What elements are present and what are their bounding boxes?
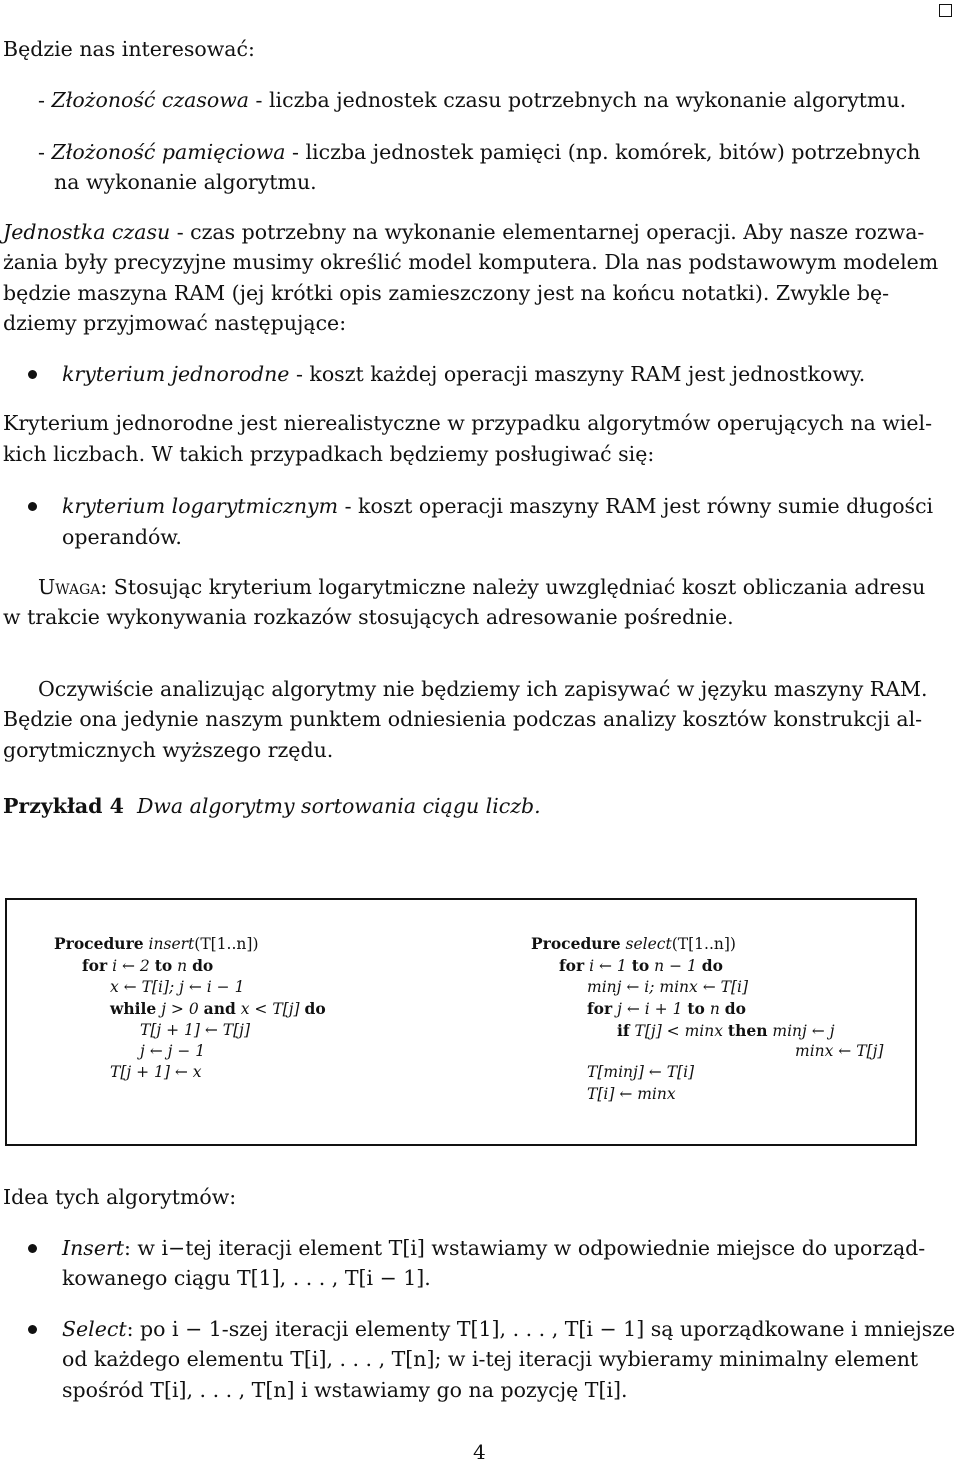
select-line-1: [531, 933, 736, 956]
idea-heading: Idea tych algorytmów:: [3, 1185, 237, 1209]
text: : w i−tej iteracji element T[i] wstawiamy w odpowiednie miejsce do uporząd-: [124, 1236, 926, 1260]
bullet-item: [62, 359, 865, 389]
select-idea-line: [62, 1314, 955, 1344]
paragraph-line: kich liczbach. W takich przypadkach będziemy posługiwać się:: [3, 442, 655, 466]
proc-name: insert: [148, 935, 195, 953]
item-term: Złożoność czasowa: [51, 88, 250, 112]
complexity-memory-continuation: na wykonanie algorytmu.: [54, 170, 317, 194]
keyword: to: [631, 956, 650, 975]
keyword: to: [154, 956, 173, 975]
proc-name: select: [625, 935, 672, 953]
text: : po i − 1-szej iteracji elementy T[1], . . . , T[i − 1] są uporządkowane i mniejsze: [126, 1317, 956, 1341]
remark-line: [38, 572, 925, 602]
expr: T[j] < minx: [634, 1022, 723, 1040]
paragraph-line: [3, 217, 924, 247]
keyword: while: [110, 999, 157, 1018]
proc-args: (T[1..n]): [671, 935, 736, 953]
select-idea-line: od każdego elementu T[i], . . . , T[n]; w i-tej iteracji wybieramy minimalny element: [62, 1347, 919, 1371]
text: - koszt operacji maszyny RAM jest równy sumie długości: [338, 494, 934, 518]
term: Select: [62, 1317, 127, 1341]
complexity-memory-item: [38, 137, 920, 167]
item-text: - liczba jednostek czasu potrzebnych na wykonanie algorytmu.: [249, 88, 907, 112]
select-line-8: T[i] ← minx: [587, 1085, 676, 1103]
keyword: Procedure: [531, 934, 621, 953]
insert-idea-line: kowanego ciągu T[1], . . . , T[i − 1].: [62, 1266, 431, 1290]
expr: i ← 2: [112, 957, 150, 975]
keyword: do: [192, 956, 214, 975]
insert-line-6: j ← j − 1: [140, 1042, 206, 1060]
keyword: for: [587, 999, 613, 1018]
bullet-icon: [28, 1325, 37, 1334]
bullet-icon: [28, 1244, 37, 1253]
insert-line-5: T[j + 1] ← T[j]: [140, 1021, 251, 1039]
qed-square-icon: [939, 4, 952, 17]
paragraph-line: będzie maszyna RAM (jej krótki opis zamieszczony jest na końcu notatki). Zwykle bę-: [3, 281, 890, 305]
text: - czas potrzebny na wykonanie elementarnej operacji. Aby nasze rozwa-: [170, 220, 925, 244]
keyword: Procedure: [54, 934, 144, 953]
keyword: then: [727, 1021, 768, 1040]
proc-args: (T[1..n]): [194, 935, 259, 953]
keyword: to: [687, 999, 705, 1018]
remark-label: Uwaga:: [38, 575, 108, 599]
page-number: 4: [473, 1440, 486, 1464]
insert-idea-line: [62, 1233, 925, 1263]
example-title: Dwa algorytmy sortowania ciągu liczb.: [136, 794, 541, 818]
intro-line: Będzie nas interesować:: [3, 37, 255, 61]
keyword: if: [617, 1021, 630, 1040]
expr: j > 0: [161, 1000, 199, 1018]
keyword: and: [203, 999, 236, 1018]
term: kryterium logarytmicznym: [62, 494, 339, 518]
paragraph-line: gorytmicznych wyższego rzędu.: [3, 738, 334, 762]
item-prefix: -: [38, 140, 52, 164]
expr: minj ← j: [772, 1022, 835, 1040]
example-heading: [3, 791, 541, 821]
text: Stosując kryterium logarytmiczne należy uwzględniać koszt obliczania adresu: [107, 575, 926, 599]
text: - koszt każdej operacji maszyny RAM jest jednostkowy.: [289, 362, 866, 386]
paragraph-line: dziemy przyjmować następujące:: [3, 311, 347, 335]
expr: n: [177, 957, 188, 975]
keyword: do: [304, 999, 326, 1018]
keyword: for: [82, 956, 108, 975]
bullet-icon: [28, 502, 37, 511]
select-line-4: [587, 998, 746, 1021]
keyword: do: [701, 956, 723, 975]
item-prefix: -: [38, 88, 52, 112]
select-line-3: minj ← i; minx ← T[i]: [587, 978, 749, 996]
insert-line-7: T[j + 1] ← x: [110, 1063, 202, 1081]
expr: x < T[j]: [240, 1000, 300, 1018]
paragraph-line: żania były precyzyjne musimy określić model komputera. Dla nas podstawowym modelem: [3, 250, 939, 274]
insert-line-1: [54, 933, 259, 956]
paragraph-line: Oczywiście analizując algorytmy nie będziemy ich zapisywać w języku maszyny RAM.: [38, 677, 928, 701]
expr: j ← i + 1: [617, 1000, 683, 1018]
bullet-item: [62, 491, 933, 521]
term: kryterium jednorodne: [62, 362, 290, 386]
insert-line-4: [110, 998, 326, 1021]
select-line-2: [559, 955, 723, 978]
expr: n: [709, 1000, 720, 1018]
item-term: Złożoność pamięciowa: [51, 140, 286, 164]
paragraph-line: Kryterium jednorodne jest nierealistyczne w przypadku algorytmów operujących na wiel-: [3, 411, 933, 435]
remark-line: w trakcie wykonywania rozkazów stosujących adresowanie pośrednie.: [3, 605, 734, 629]
bullet-icon: [28, 370, 37, 379]
select-line-6: minx ← T[j]: [795, 1042, 884, 1060]
paragraph-line: Będzie ona jedynie naszym punktem odniesienia podczas analizy kosztów konstrukcji al-: [3, 707, 923, 731]
term: Jednostka czasu: [3, 220, 171, 244]
term: Insert: [62, 1236, 124, 1260]
example-label: Przykład 4: [3, 794, 124, 818]
keyword: do: [724, 999, 746, 1018]
keyword: for: [559, 956, 585, 975]
item-text: - liczba jednostek pamięci (np. komórek, bitów) potrzebnych: [285, 140, 921, 164]
insert-line-2: [82, 955, 213, 978]
insert-line-3: x ← T[i]; j ← i − 1: [110, 978, 245, 996]
select-line-7: T[minj] ← T[i]: [587, 1063, 695, 1081]
complexity-time-item: [38, 85, 906, 115]
expr: i ← 1: [589, 957, 627, 975]
expr: n − 1: [654, 957, 697, 975]
bullet-continuation: operandów.: [62, 525, 182, 549]
select-line-5: [617, 1020, 835, 1043]
select-idea-line: spośród T[i], . . . , T[n] i wstawiamy go na pozycję T[i].: [62, 1378, 628, 1402]
